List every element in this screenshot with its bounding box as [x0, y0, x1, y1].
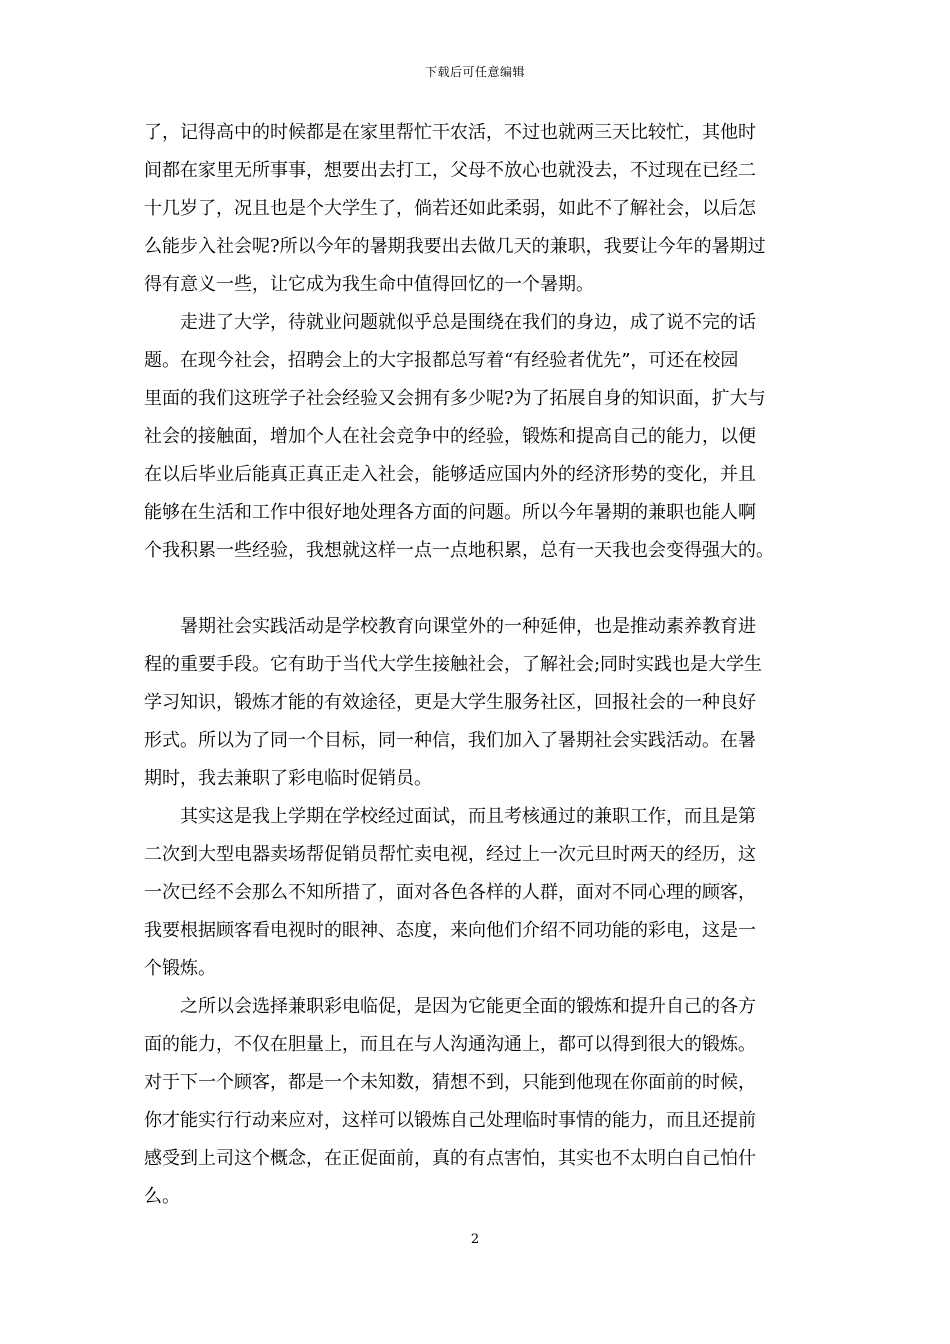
- text-line: 二次到大型电器卖场帮促销员帮忙卖电视，经过上一次元旦时两天的经历，这: [144, 844, 756, 865]
- paragraph-5: [144, 988, 808, 1216]
- text-line: 了，记得高中的时候都是在家里帮忙干农活，不过也就两三天比较忙，其他时: [144, 122, 756, 143]
- text-line: 题。在现今社会，招聘会上的大字报都总写着“有经验者优先”，可还在校园: [144, 350, 739, 371]
- text-line: 你才能实行行动来应对，这样可以锻炼自己处理临时事情的能力，而且还提前: [144, 1110, 756, 1131]
- paragraph-gap: [144, 570, 808, 608]
- text-line: 学习知识，锻炼才能的有效途径，更是大学生服务社区，回报社会的一种良好: [144, 692, 756, 713]
- text-line: 社会的接触面，增加个人在社会竞争中的经验，锻炼和提高自己的能力，以便: [144, 426, 756, 447]
- text-line: 走进了大学，待就业问题就似乎总是围绕在我们的身边，成了说不完的话: [144, 312, 756, 333]
- text-line: 间都在家里无所事事，想要出去打工，父母不放心也就没去，不过现在已经二: [144, 160, 756, 181]
- text-line: 个锻炼。: [144, 958, 216, 979]
- document-body: [144, 114, 808, 1216]
- text-line: 个我积累一些经验，我想就这样一点一点地积累，总有一天我也会变得强大的。: [144, 540, 774, 561]
- text-line: 其实这是我上学期在学校经过面试，而且考核通过的兼职工作，而且是第: [144, 806, 756, 827]
- text-line: 期时，我去兼职了彩电临时促销员。: [144, 768, 432, 789]
- text-line: 面的能力，不仅在胆量上，而且在与人沟通沟通上，都可以得到很大的锻炼。: [144, 1034, 756, 1055]
- text-line: 之所以会选择兼职彩电临促，是因为它能更全面的锻炼和提升自己的各方: [144, 996, 756, 1017]
- text-line: 感受到上司这个概念，在正促面前，真的有点害怕，其实也不太明白自己怕什: [144, 1148, 756, 1169]
- text-line: 里面的我们这班学子社会经验又会拥有多少呢?为了拓展自身的知识面，扩大与: [144, 388, 766, 409]
- text-line: 能够在生活和工作中很好地处理各方面的问题。所以今年暑期的兼职也能人啊: [144, 502, 756, 523]
- text-line: 我要根据顾客看电视时的眼神、态度，来向他们介绍不同功能的彩电，这是一: [144, 920, 756, 941]
- paragraph-3: [144, 608, 808, 798]
- text-line: 对于下一个顾客，都是一个未知数，猜想不到，只能到他现在你面前的时候，: [144, 1072, 756, 1093]
- paragraph-2: [144, 304, 808, 570]
- text-line: 么能步入社会呢?所以今年的暑期我要出去做几天的兼职，我要让今年的暑期过: [144, 236, 766, 257]
- text-line: 十几岁了，况且也是个大学生了，倘若还如此柔弱，如此不了解社会，以后怎: [144, 198, 756, 219]
- text-line: 形式。所以为了同一个目标，同一种信，我们加入了暑期社会实践活动。在暑: [144, 730, 756, 751]
- page-number: 2: [470, 1232, 480, 1247]
- text-line: 程的重要手段。它有助于当代大学生接触社会，了解社会;同时实践也是大学生: [144, 654, 763, 675]
- text-line: 在以后毕业后能真正真正走入社会，能够适应国内外的经济形势的变化，并且: [144, 464, 756, 485]
- text-line: 得有意义一些，让它成为我生命中值得回忆的一个暑期。: [144, 274, 594, 295]
- paragraph-4: [144, 798, 808, 988]
- text-line: 暑期社会实践活动是学校教育向课堂外的一种延伸，也是推动素养教育进: [144, 616, 756, 637]
- paragraph-1: [144, 114, 808, 304]
- text-line: 一次已经不会那么不知所措了，面对各色各样的人群，面对不同心理的顾客，: [144, 882, 756, 903]
- text-line: 么。: [144, 1186, 180, 1207]
- page-header: 下载后可任意编辑: [424, 65, 525, 79]
